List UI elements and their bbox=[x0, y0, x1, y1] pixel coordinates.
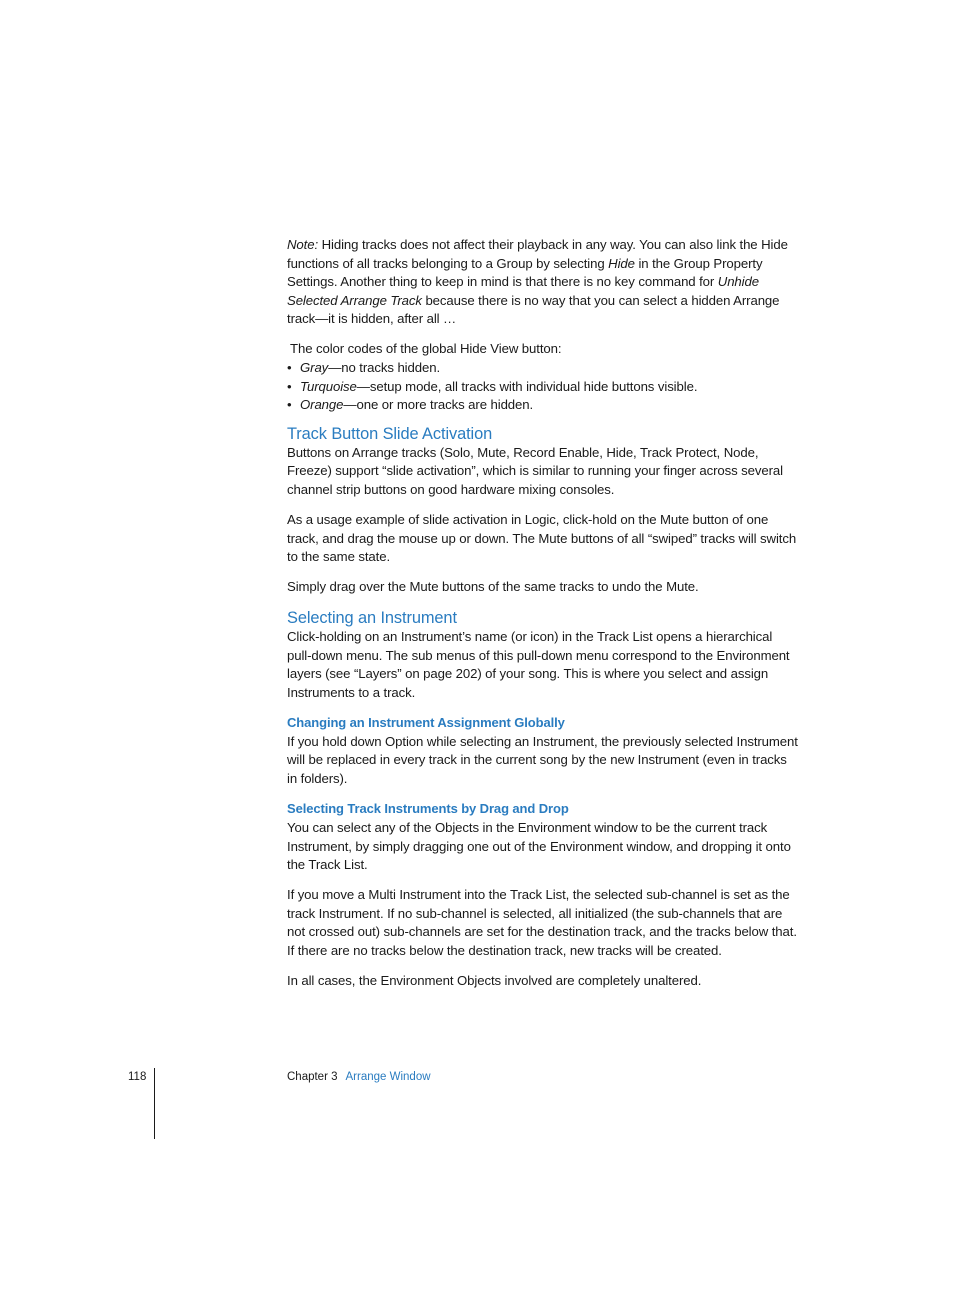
footer-divider bbox=[154, 1068, 155, 1139]
section-heading-slide-activation: Track Button Slide Activation bbox=[287, 424, 493, 443]
color-term: Turquoise bbox=[300, 378, 357, 394]
note-paragraph bbox=[287, 236, 799, 329]
color-codes-intro: The color codes of the global Hide View button: bbox=[290, 341, 562, 357]
body-paragraph: Click-holding on an Instrument’s name (or icon) in the Track List opens a hierarchical pull-down menu. The sub menus of this pull-down menu correspond to the Environment layers (see “Layers” on page 202) of your song. This is where you select and assign Instruments to a track. bbox=[287, 629, 790, 700]
note-text-2: in the Group Property Settings. Another thing to keep in mind is that there is no key command for bbox=[287, 255, 763, 290]
page-number: 118 bbox=[128, 1071, 147, 1083]
note-label: Note: bbox=[287, 237, 319, 252]
body-paragraph: Simply drag over the Mute buttons of the same tracks to undo the Mute. bbox=[287, 579, 699, 595]
chapter-title: Arrange Window bbox=[345, 1071, 431, 1083]
list-item bbox=[287, 359, 799, 378]
note-text-1: Hiding tracks does not affect their playback in any way. You can also link the Hide functions of all tracks belonging to a Group by selecting bbox=[287, 237, 788, 271]
chapter-number: Chapter 3 bbox=[287, 1071, 338, 1083]
subsection-heading-changing-globally: Changing an Instrument Assignment Globally bbox=[287, 714, 565, 730]
subsection-heading-drag-drop: Selecting Track Instruments by Drag and Drop bbox=[287, 801, 569, 816]
footer-chapter bbox=[287, 1069, 431, 1085]
body-paragraph: If you hold down Option while selecting an Instrument, the previously selected Instrument will be replaced in every track in the current song by the new Instrument (even in tracks in folders). bbox=[287, 733, 798, 787]
color-desc: —one or more tracks are hidden. bbox=[343, 397, 534, 413]
color-term: Orange bbox=[300, 397, 344, 413]
body-paragraph: You can select any of the Objects in the Environment window to be the current track Instrument, by simply dragging one out of the Environment window, and dropping it onto the Track List. bbox=[287, 820, 791, 873]
section-heading-selecting-instrument: Selecting an Instrument bbox=[287, 609, 457, 628]
note-italic-command: Unhide Selected Arrange Track bbox=[287, 274, 759, 308]
body-paragraph: In all cases, the Environment Objects involved are completely unaltered. bbox=[287, 972, 702, 988]
note-italic-hide: Hide bbox=[608, 255, 635, 271]
color-term: Gray bbox=[300, 359, 329, 375]
list-item bbox=[287, 396, 799, 415]
body-paragraph: Buttons on Arrange tracks (Solo, Mute, Record Enable, Hide, Track Protect, Node, Freeze) support “slide activation”, which is similar to running your finger across several channel strip buttons on good hardware mixing consoles. bbox=[287, 444, 783, 497]
list-item bbox=[287, 378, 799, 397]
color-desc: —setup mode, all tracks with individual hide buttons visible. bbox=[356, 378, 698, 394]
page-content bbox=[287, 236, 799, 1002]
note-text-3: because there is no way that you can select a hidden Arrange track—it is hidden, after all … bbox=[287, 292, 780, 327]
body-paragraph: As a usage example of slide activation in Logic, click-hold on the Mute button of one track, and drag the mouse up or down. The Mute buttons of all “swiped” tracks will switch to the same state. bbox=[287, 511, 797, 565]
body-paragraph: If you move a Multi Instrument into the Track List, the selected sub-channel is set as the track Instrument. If no sub-channel is selected, all initialized (the sub-channels that are not crossed out) sub-channels are set for the destination track, and the tracks below that. If there are no tracks below the destination track, new tracks will be created. bbox=[287, 887, 797, 958]
color-codes-list bbox=[287, 359, 799, 415]
color-desc: —no tracks hidden. bbox=[328, 359, 441, 375]
